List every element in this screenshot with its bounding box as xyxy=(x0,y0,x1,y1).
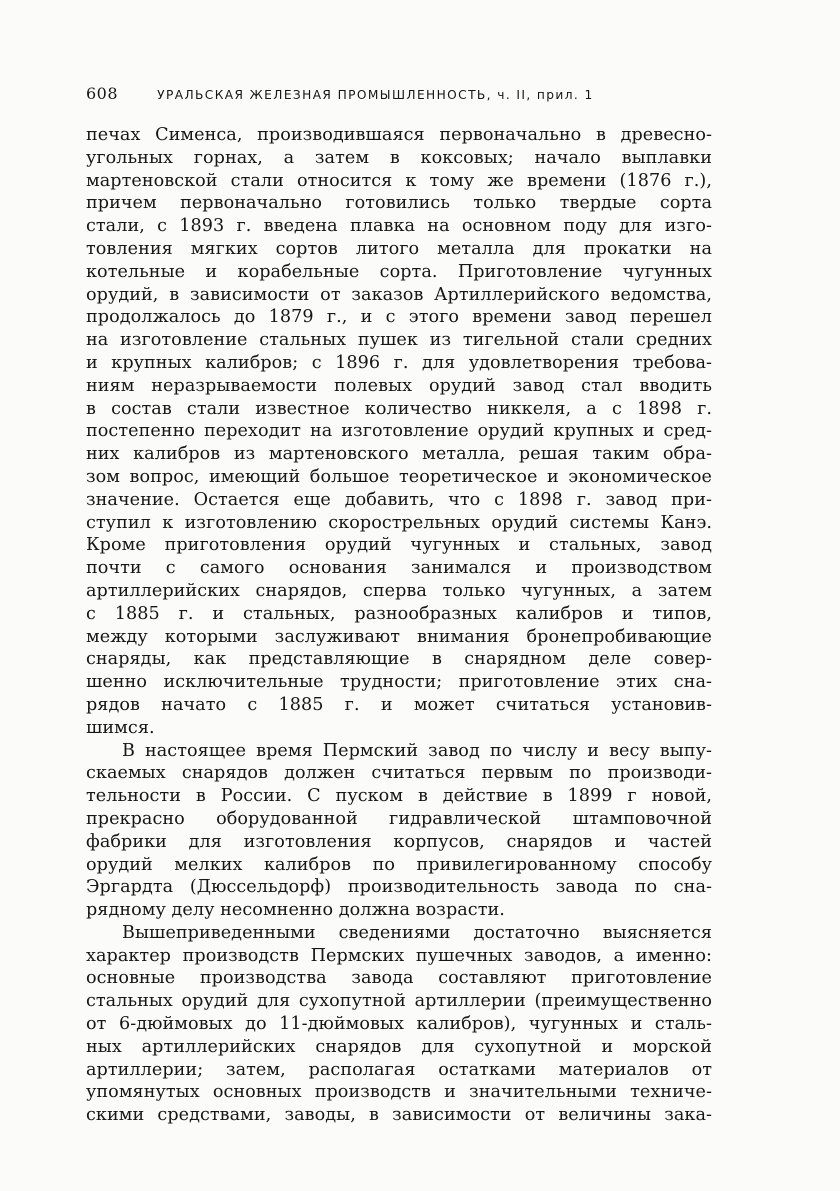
text-line: артиллерийских снарядов, сперва только чугунных, а затем xyxy=(86,580,712,601)
text-line: скаемых снарядов должен считаться первым по производи- xyxy=(86,763,712,784)
paragraph-3 xyxy=(86,922,712,1127)
text-line: характер производств Пермских пушечных заводов, а именно: xyxy=(86,945,712,966)
page-header xyxy=(86,84,716,108)
text-line: орудий мелких калибров по привилегированному способу xyxy=(86,854,712,875)
text-line: упомянутых основных производств и значительными техниче- xyxy=(86,1082,712,1103)
text-line: и крупных калибров; с 1896 г. для удовлетворения требова- xyxy=(86,352,712,373)
text-line: зом вопрос, имеющий большое теоретическое и экономическое xyxy=(86,466,712,487)
text-line: почти с самого основания занимался и производством xyxy=(86,558,712,579)
text-line: продолжалось до 1879 г., и с этого времени завод перешел xyxy=(86,307,712,328)
text-line: Вышеприведенными сведениями достаточно выясняется xyxy=(122,922,712,943)
text-line: рядному делу несомненно должна возрасти. xyxy=(86,900,505,921)
text-line: причем первоначально готовились только твердые сорта xyxy=(86,193,712,214)
text-line: значение. Остается еще добавить, что с 1898 г. завод при- xyxy=(86,489,712,510)
text-line: тельности в России. С пуском в действие в 1899 г новой, xyxy=(86,786,712,807)
text-line: мартеновской стали относится к тому же времени (1876 г.), xyxy=(86,170,712,191)
text-line: с 1885 г. и стальных, разнообразных калибров и типов, xyxy=(86,603,712,624)
text-line: прекрасно оборудованной гидравлической штамповочной xyxy=(86,808,712,829)
text-line: от 6-дюймовых до 11-дюймовых калибров), чугунных и сталь- xyxy=(86,1014,712,1035)
text-line: скими средствами, заводы, в зависимости от величины зака- xyxy=(86,1105,712,1126)
text-line: шимся. xyxy=(86,717,155,738)
text-line: печах Сименса, производившаяся первоначально в древесно- xyxy=(86,125,712,145)
text-line: постепенно переходит на изготовление орудий крупных и сред- xyxy=(86,421,712,442)
text-line: шенно исключительные трудности; приготовление этих сна- xyxy=(86,672,712,693)
paragraph-2 xyxy=(86,740,712,922)
text-line: артиллерии; затем, располагая остатками материалов от xyxy=(86,1059,712,1080)
text-line: ступил к изготовлению скорострельных орудий системы Канэ. xyxy=(86,512,712,533)
running-title: УРАЛЬСКАЯ ЖЕЛЕЗНАЯ ПРОМЫШЛЕННОСТЬ, ч. II, прил. 1 xyxy=(157,88,594,102)
text-line: Эргардта (Дюссельдорф) производительность завода по сна- xyxy=(86,877,712,898)
text-line: орудий, в зависимости от заказов Артиллерийского ведомства, xyxy=(86,284,712,305)
text-line: основные производства завода составляют приготовление xyxy=(86,968,712,989)
text-line: стальных орудий для сухопутной артиллерии (преимущественно xyxy=(86,991,712,1012)
text-line: в состав стали известное количество никкеля, а с 1898 г. xyxy=(86,398,712,419)
text-line: угольных горнах, а затем в коксовых; начало выплавки xyxy=(86,147,712,168)
text-line: них калибров из мартеновского металла, решая таким обра- xyxy=(86,444,712,465)
text-line: стали, с 1893 г. введена плавка на основном поду для изго- xyxy=(86,216,712,237)
text-line: между которыми заслуживают внимания бронепробивающие xyxy=(86,626,712,647)
text-line: на изготовление стальных пушек из тигельной стали средних xyxy=(86,330,712,351)
text-line: ниям неразрываемости полевых орудий завод стал вводить xyxy=(86,375,712,396)
text-line: рядов начато с 1885 г. и может считаться установив- xyxy=(86,694,712,715)
text-line: фабрики для изготовления корпусов, снарядов и частей xyxy=(86,831,712,852)
text-line: товления мягких сортов литого металла для прокатки на xyxy=(86,238,712,259)
text-line: В настоящее время Пермский завод по числу и весу выпу- xyxy=(122,740,712,761)
text-line: котельные и корабельные сорта. Приготовление чугунных xyxy=(86,261,712,282)
text-line: ных артиллерийских снарядов для сухопутной и морской xyxy=(86,1036,712,1057)
page-number: 608 xyxy=(86,84,119,103)
text-line: снаряды, как представляющие в снарядном деле совер- xyxy=(86,649,712,670)
text-line: Кроме приготовления орудий чугунных и стальных, завод xyxy=(86,535,712,556)
body-text xyxy=(86,124,712,1124)
paragraph-1 xyxy=(86,124,712,740)
